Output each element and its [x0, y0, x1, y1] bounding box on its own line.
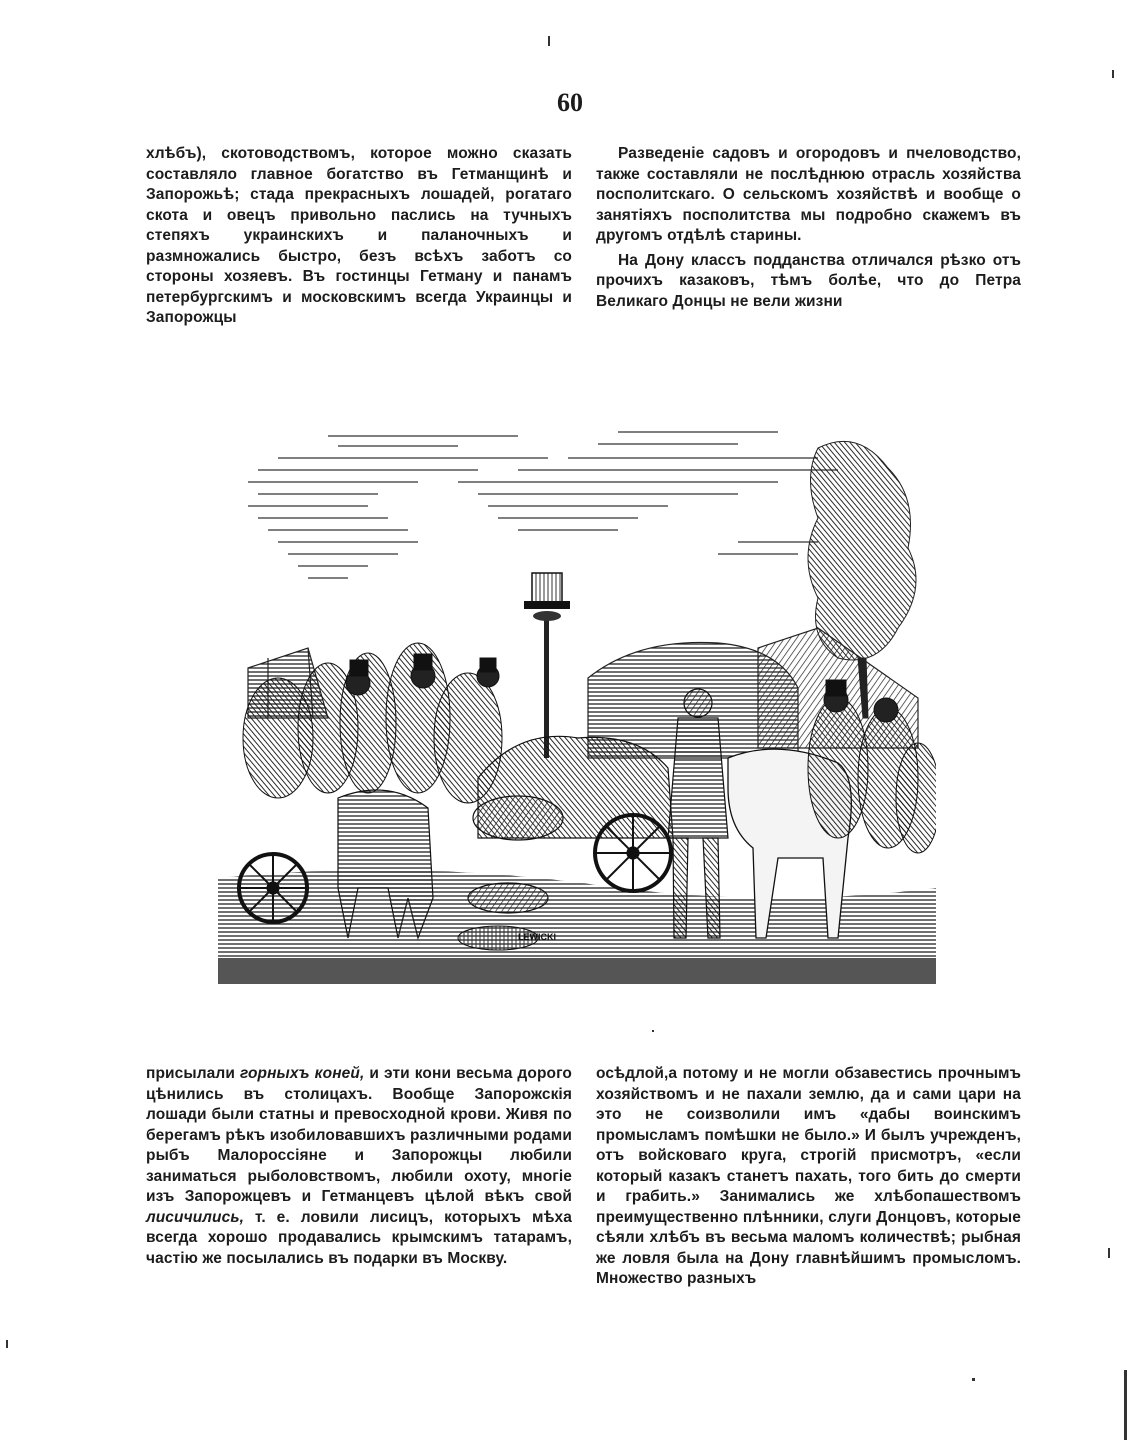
- sky-hatching: [248, 432, 838, 578]
- text-column-top-left: [146, 144, 572, 329]
- page-number: 60: [557, 88, 583, 117]
- paragraph: На Дону классъ подданства отличался рѣзко отъ прочихъ казаковъ, тѣмъ болѣе, что до Петра Великаго Донцы не вели жизни: [596, 251, 1021, 310]
- scan-speck: [6, 1340, 8, 1348]
- scan-speck: [1124, 1370, 1127, 1440]
- scan-speck: [548, 36, 550, 46]
- market-scene-engraving: [218, 418, 936, 984]
- pole-with-hat: [524, 573, 570, 758]
- engraving-illustration: [218, 418, 936, 984]
- artist-signature: LEWICKI: [518, 932, 556, 942]
- text-run: присылали: [146, 1065, 240, 1082]
- scan-speck: [652, 1030, 654, 1032]
- text-run: и эти кони весьма дорого цѣнились въ столицахъ. Вообще Запорожскія лошади были статны и превосходной крови. Живя по берегамъ рѣкъ изобиловавшихъ различными родами рыбъ Малороссіяне и Запорожцы любили заниматься рыболовствомъ, любили охоту, многіе изъ Запорожцевъ и Гетманцевъ цѣлой вѣкъ свой: [146, 1065, 572, 1205]
- italic-phrase: горныхъ коней,: [239, 1065, 365, 1082]
- paragraph: осѣдлой,а потому и не могли обзавестись прочнымъ хозяйствомъ и не пахали землю, да и сами цари на это не соизволили имъ «дабы воинскимъ промысламъ помѣшки не было.» И былъ учрежденъ, отъ войсковаго круга, строгій присмотръ, «если который казакъ станетъ пахать, того бить до смерти и грабить.» Занимались же хлѣбопашествомъ преимущественно плѣнники, слуги Донцовъ, которые сѣяли хлѣбъ въ весьма маломъ количествѣ; рыбная же ловля была на Дону главнѣйшимъ промысломъ. Множество разныхъ: [596, 1065, 1021, 1287]
- scan-speck: [972, 1378, 975, 1381]
- text-column-top-right: [596, 144, 1021, 312]
- text-run: т. е. ловили лисицъ, которыхъ мѣха всегда хорошо продавались крымскимъ татарамъ, частію же посылались въ подарки въ Москву.: [146, 1208, 572, 1267]
- scan-speck: [1108, 1248, 1110, 1258]
- paragraph: хлѣбъ), скотоводствомъ, которое можно сказать составляло главное богатство въ Гетманщинѣ и Запорожьѣ; стада прекрасныхъ лошадей, рогатаго скота и овецъ привольно паслись на тучныхъ степяхъ украинскихъ и паланочныхъ и размножались быстро, безъ всѣхъ заботъ со стороны хозяевъ. Въ гостинцы Гетману и панамъ петербургскимъ и московскимъ всегда Украинцы и Запорожцы: [146, 145, 572, 326]
- paragraph: [146, 1064, 572, 1269]
- scan-speck: [1112, 70, 1114, 78]
- paragraph: Разведеніе садовъ и огородовъ и пчеловодство, также составляли не послѣднюю отрасль хозяйства посполитскаго. О сельскомъ хозяйствѣ и вообще о занятіяхъ посполитства мы подробно скажемъ въ другомъ отдѣлѣ старины.: [596, 145, 1021, 244]
- text-column-bottom-right: [596, 1064, 1021, 1290]
- italic-phrase: лисичились,: [146, 1208, 245, 1226]
- text-column-bottom-left: [146, 1064, 572, 1269]
